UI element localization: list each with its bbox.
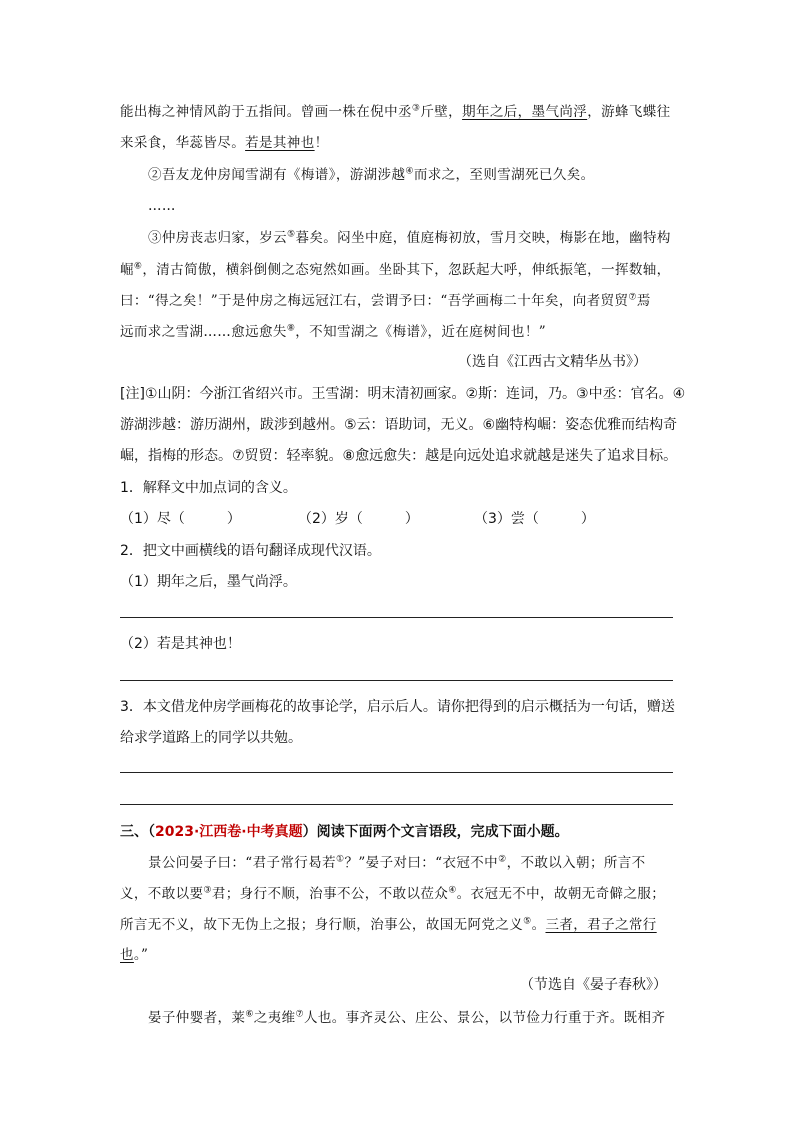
passage1-paragraph3-line2: 崛⑥，清古简傲，横斜倒侧之态宛然如画。坐卧其下，忽跃起大呼，伸纸振笔，一挥数轴， (120, 261, 671, 278)
passageB-line1: 晏子仲婴者，莱⑥之夷维⑦人也。事齐灵公、庄公、景公，以节俭力行重于齐。既相齐 (148, 1009, 666, 1026)
question-2-item1: （1）期年之后，墨气尚浮。 (120, 574, 297, 590)
exam-source-tag: 2023·江西卷·中考真题 (155, 824, 303, 840)
note-line2: 游湖涉越：游历湖州，跋涉到越州。⑤云：语助词，无义。⑥幽特构崛：姿态优雅而结构奇 (120, 417, 678, 433)
answer-line[interactable] (120, 804, 673, 805)
section3-heading: 三、（2023·江西卷·中考真题）阅读下面两个文言语段，完成下面小题。 (120, 824, 569, 840)
passageA-line4: 也。” (120, 947, 149, 963)
passage1-paragraph3-line1: ③仲房丧志归家，岁云⑤暮矣。闷坐中庭，值庭梅初放，雪月交映，梅影在地，幽特构 (148, 229, 671, 246)
passageA-line3: 所言无不义，故下无伪上之报；身行顺，治事公，故国无阿党之义⑤。三者，君子之常行 (120, 916, 657, 933)
passage1-paragraph3-line4: 远而求之雪湖……愈远愈失⑧，不知雪湖之《梅谱》，近在庭树间也！” (120, 323, 547, 340)
question-3-line1: 3．本文借龙仲房学画梅花的故事论学，启示后人。请你把得到的启示概括为一句话，赠送 (120, 699, 675, 715)
passageA-line2: 义，不敢以要③君；身行不顺，治事不公，不敢以莅众④。衣冠无不中，故朝无奇僻之服； (120, 885, 666, 902)
question-1: 1．解释文中加点词的含义。 (120, 480, 297, 496)
passage1-line2: 来采食，华蕊皆尽。若是其神也！ (120, 135, 329, 151)
question-3-line2: 给求学道路上的同学以共勉。 (120, 730, 302, 746)
question-2-item2: （2）若是其神也！ (120, 636, 241, 652)
passageA-source: （节选自《晏子春秋》） (520, 977, 667, 993)
question-1-item3: （3）尝（ ） (474, 511, 595, 527)
passage1-line1: 能出梅之神情风韵于五指间。曾画一株在倪中丞③斤壁，期年之后，墨气尚浮，游蜂飞蝶往 (120, 103, 671, 120)
answer-line[interactable] (120, 772, 673, 773)
passage1-paragraph3-line3: 曰：“得之矣！”于是仲房之梅远冠江右，尝谓予曰：“吾学画梅二十年矣，向者贸贸⑦焉 (120, 292, 651, 309)
passage1-source: （选自《江西古文精华丛书》） (458, 354, 647, 370)
note-line1: [注]①山阴：今浙江省绍兴市。王雪湖：明末清初画家。②斯：连词，乃。③中丞：官名。④ (120, 386, 686, 402)
passage1-ellipsis: …… (148, 198, 176, 214)
passageA-line1: 景公问晏子曰：“君子常行曷若①？”晏子对曰：“衣冠不中②，不敢以入朝；所言不 (148, 854, 646, 871)
question-2: 2．把文中画横线的语句翻译成现代汉语。 (120, 543, 381, 559)
question-1-item1: （1）尽（ ） (120, 511, 241, 527)
answer-line[interactable] (120, 680, 673, 681)
answer-line[interactable] (120, 617, 673, 618)
note-line3: 崛，指梅的形态。⑦贸贸：轻率貌。⑧愈远愈失：越是向远处追求就越是迷失了追求目标。 (120, 448, 678, 464)
passage1-paragraph2: ②吾友龙仲房闻雪湖有《梅谱》，游湖涉越④而求之，至则雪湖死已久矣。 (148, 166, 595, 183)
question-1-item2: （2）岁（ ） (298, 511, 419, 527)
